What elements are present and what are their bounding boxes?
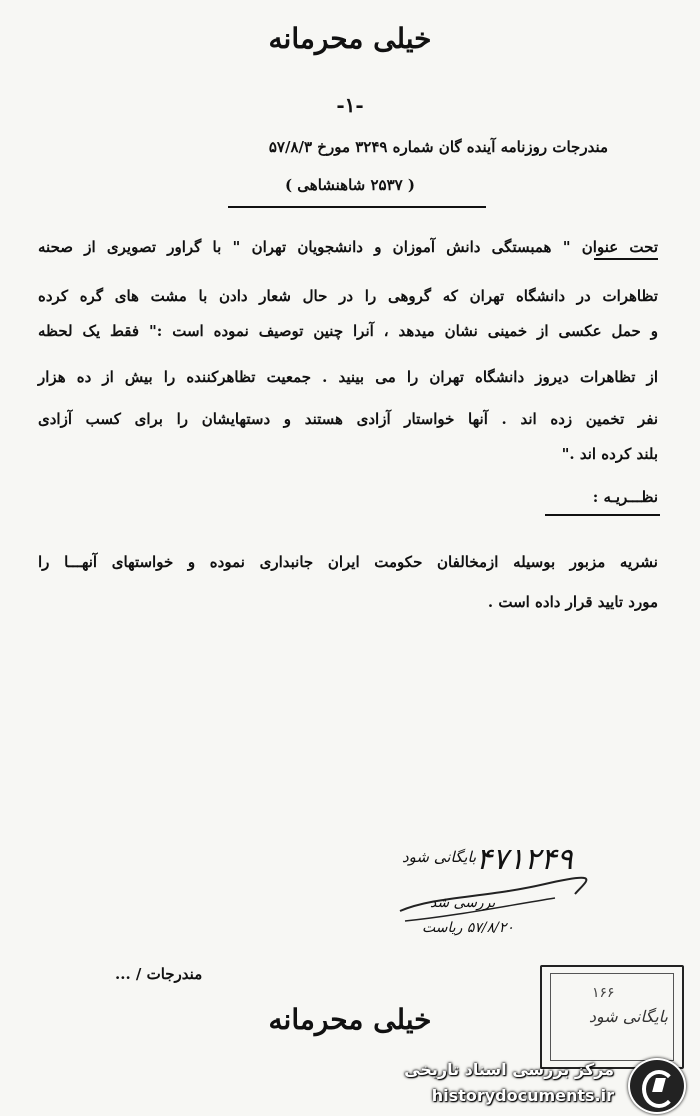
- review-heading: نظـــریـه :: [592, 488, 658, 506]
- paragraph-line: تحت عنوان " همبستگی دانش آموزان و دانشجویان تهران " با گراور تصویری از صحنه: [38, 238, 658, 256]
- document-center-logo-icon: [628, 1058, 686, 1114]
- review-line: نشریه مزبور بوسیله ازمخالفان حکومت ایران جانبداری نموده و خواستهای آنهـــا را: [38, 553, 658, 571]
- archive-stamp: [540, 965, 684, 1069]
- paragraph-line: تظاهرات در دانشگاه تهران که گروهی را در حال شعار دادن با مشت های گره کرده: [38, 287, 658, 305]
- title-underline: [594, 258, 658, 260]
- page-number: -۱-: [336, 93, 364, 117]
- handwritten-line: بررسی شد: [430, 895, 496, 911]
- review-underline: [545, 514, 660, 516]
- review-line: مورد تایید قرار داده است .: [487, 593, 658, 611]
- watermark-url: historydocuments.ir: [431, 1086, 614, 1105]
- bottom-classification: خیلی محرمانه: [268, 1003, 432, 1036]
- date-line: ( ۲۵۳۷ شاهنشاهی ): [284, 176, 416, 194]
- top-classification: خیلی محرمانه: [268, 22, 432, 55]
- watermark-org-name: مرکز بررسی اسناد تاریخی: [404, 1060, 614, 1079]
- paragraph-line: نفر تخمین زده اند . آنها خواستار آزادی هستند و دستهایشان را برای کسب آزادی: [38, 410, 658, 428]
- handwritten-note: بایگانی شود: [402, 848, 477, 866]
- paragraph-line: و حمل عکسی از خمینی نشان میدهد ، آنرا چنین توصیف نموده است :" فقط یک لحظه: [38, 322, 658, 340]
- source-line: مندرجات روزنامه آینده گان شماره ۳۲۴۹ مورخ ۵۷/۸/۳: [268, 138, 608, 156]
- stamp-text: بایگانی شود: [588, 1007, 668, 1026]
- stamp-number: ۱۶۶: [592, 985, 615, 1001]
- paragraph-line: از تظاهرات دیروز دانشگاه تهران را می بینید . جمعیت تظاهرکننده را بیش از ده هزار: [38, 368, 658, 386]
- header-underline: [228, 206, 486, 208]
- handwritten-line: ۵۷/۸/۲۰ ریاست: [422, 920, 514, 936]
- paragraph-line: بلند کرده اند .": [561, 445, 658, 463]
- file-number: ۴۷۱۲۴۹: [476, 842, 573, 877]
- enclosure-note: مندرجات / ...: [115, 965, 203, 983]
